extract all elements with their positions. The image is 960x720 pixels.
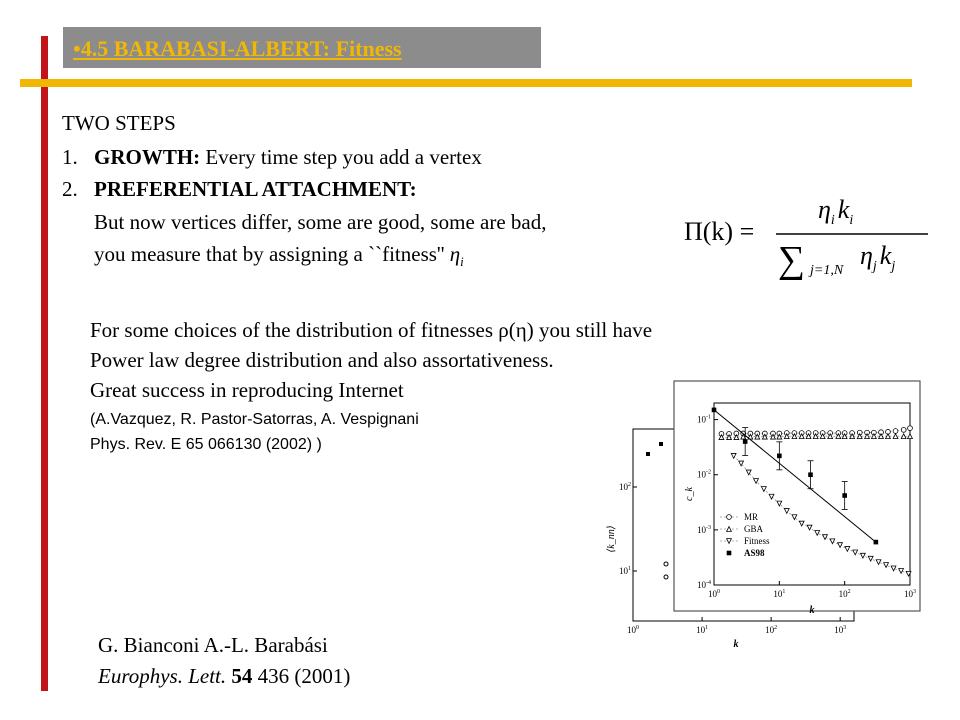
back-x-tick-label: $10^1$ [696, 625, 709, 635]
legend-label: MR [744, 512, 759, 522]
step-1-bold: GROWTH: [94, 145, 201, 169]
inset-y-tick-label: $10^{-3}$ [697, 524, 711, 535]
legend-label: Fitness [744, 536, 770, 546]
inset-y-tick-label: $10^{-2}$ [697, 469, 711, 480]
legend-marker [727, 515, 732, 520]
formula-lhs: Π(k) = [684, 217, 755, 246]
two-steps-heading: TWO STEPS [62, 111, 176, 135]
series-as98-point [712, 408, 717, 413]
step-2-number: 2. [62, 177, 78, 201]
series-mr-point [901, 428, 906, 433]
inset-y-tick-label: $10^{-4}$ [697, 580, 711, 590]
legend-label: AS98 [744, 548, 765, 558]
series-as98-point [874, 540, 879, 545]
eta-subscript: i [460, 254, 464, 270]
citation-journal [98, 664, 350, 689]
inset-x-tick-label: $10^0$ [708, 589, 720, 599]
formula-den-eta: η [860, 241, 873, 270]
svg-text:ηjkj [860, 241, 895, 274]
inset-x-tick-label: $10^1$ [773, 589, 786, 599]
back-data-point [659, 442, 663, 446]
formula-den-eta-sub: j [872, 259, 877, 274]
back-data-point [646, 452, 650, 456]
inset-y-tick-label: $10^{-1}$ [697, 414, 711, 425]
inset-x-axis-label: k [809, 605, 815, 616]
back-x-axis-label: k [733, 639, 739, 650]
step-2-bold: PREFERENTIAL ATTACHMENT: [94, 177, 417, 201]
paragraph-line-3: Great success in reproducing Internet [90, 378, 404, 402]
formula-num-k-sub: i [849, 213, 854, 228]
inset-x-tick-label: $10^3$ [904, 589, 916, 599]
inset-x-tick-label: $10^2$ [838, 589, 851, 599]
formula-num-k: k [837, 195, 850, 224]
step-1-number: 1. [62, 145, 78, 169]
series-mr-point [893, 429, 898, 434]
back-x-tick-label: $10^0$ [627, 625, 639, 635]
legend-label: GBA [744, 524, 764, 534]
series-as98-point [743, 439, 748, 444]
vertices-differ-line: But now vertices differ, some are good, some are bad, [94, 210, 547, 234]
network-figure [606, 379, 926, 679]
front-chart [674, 381, 920, 616]
sum-subscript: j=1,N [810, 263, 844, 278]
vertical-accent-bar [41, 36, 48, 691]
svg-text:ηiki [818, 195, 853, 228]
reference-line-1: (A.Vazquez, R. Pastor-Satorras, A. Vespignani [90, 411, 419, 428]
formula-num-eta-sub: i [830, 213, 835, 228]
horizontal-accent-bar [20, 79, 912, 87]
sigma-symbol: ∑ [778, 239, 806, 281]
citation-journal-name: Europhys. Lett. [98, 664, 227, 688]
step-1 [62, 145, 482, 170]
series-mr-point [908, 426, 913, 431]
fitness-text: you measure that by assigning a ``fitness'' [94, 242, 450, 266]
series-as98-point [777, 454, 782, 459]
series-as98-point [842, 493, 847, 498]
formula-den-k-sub: j [891, 259, 896, 274]
back-y-axis-label: ⟨k_nn⟩ [606, 525, 617, 553]
step-2 [62, 177, 417, 202]
legend-marker [727, 551, 732, 556]
back-x-tick-label: $10^2$ [765, 625, 778, 635]
formula-den-k: k [879, 241, 892, 270]
back-y-tick-label: $10^1$ [619, 566, 631, 576]
slide-title: •4.5 BARABASI-ALBERT: Fitness [73, 36, 402, 61]
reference-line-2: Phys. Rev. E 65 066130 (2002) ) [90, 436, 322, 453]
fitness-line [94, 242, 464, 270]
citation-authors: G. Bianconi A.-L. Barabási [98, 633, 328, 657]
paragraph-line-1: For some choices of the distribution of fitnesses ρ(η) you still have [90, 318, 653, 342]
citation-volume: 54 [231, 664, 253, 688]
eta-symbol: η [449, 242, 461, 266]
inset-y-axis-label: c_k [684, 487, 695, 501]
paragraph-line-2: Power law degree distribution and also assortativeness. [90, 348, 554, 372]
back-y-tick-label: $10^2$ [619, 482, 631, 492]
back-x-tick-label: $10^3$ [834, 625, 847, 635]
step-1-text: Every time step you add a vertex [200, 145, 482, 169]
series-as98-point [808, 472, 813, 477]
attachment-formula [678, 188, 938, 282]
citation-pages-year: 436 (2001) [252, 664, 351, 688]
formula-num-eta: η [818, 195, 831, 224]
